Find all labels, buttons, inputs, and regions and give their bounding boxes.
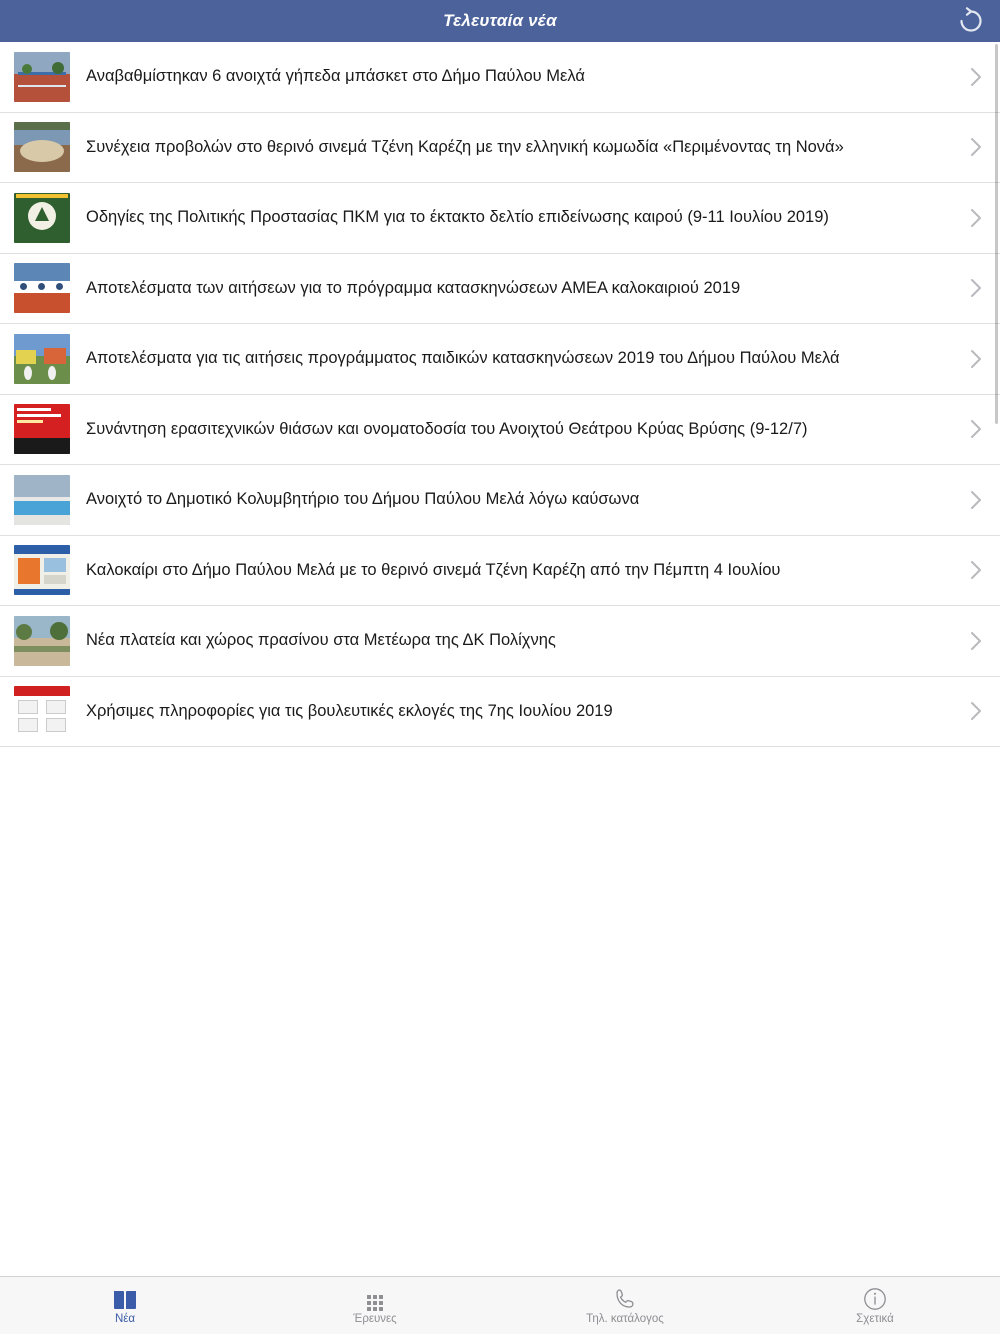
thumbnail-summer-cinema-poster bbox=[14, 545, 70, 595]
list-item[interactable] bbox=[0, 113, 1000, 184]
thumbnail-new-square bbox=[14, 616, 70, 666]
list-item-title: Συνέχεια προβολών στο θερινό σινεμά Τζένη Καρέζη με την ελληνική κωμωδία «Περιμένοντας τη Νονά» bbox=[86, 137, 844, 156]
thumbnail-theatre-poster bbox=[14, 404, 70, 454]
thumbnail-elections-poster bbox=[14, 686, 70, 736]
scrollbar[interactable] bbox=[995, 44, 998, 424]
tab-phone-directory-label: Τηλ. κατάλογος bbox=[586, 1313, 664, 1326]
empty-list-area bbox=[0, 747, 1000, 1267]
chevron-right-icon bbox=[970, 560, 982, 580]
list-item-title: Νέα πλατεία και χώρος πρασίνου στα Μετέωρα της ΔΚ Πολίχνης bbox=[86, 631, 556, 650]
chevron-right-icon bbox=[970, 278, 982, 298]
thumbnail-civil-protection-logo bbox=[14, 193, 70, 243]
list-item[interactable] bbox=[0, 324, 1000, 395]
list-item[interactable] bbox=[0, 254, 1000, 325]
chevron-right-icon bbox=[970, 631, 982, 651]
list-item[interactable] bbox=[0, 183, 1000, 254]
tab-news[interactable] bbox=[0, 1277, 250, 1334]
tab-news-label: Νέα bbox=[114, 1313, 136, 1326]
chevron-right-icon bbox=[970, 137, 982, 157]
tab-surveys[interactable] bbox=[250, 1277, 500, 1334]
chevron-right-icon bbox=[970, 67, 982, 87]
tab-about-label: Σχετικά bbox=[856, 1313, 894, 1326]
news-list[interactable] bbox=[0, 42, 1000, 1276]
thumbnail-children-camp bbox=[14, 334, 70, 384]
tab-phone-directory[interactable] bbox=[500, 1277, 750, 1334]
thumbnail-basketball-court bbox=[14, 52, 70, 102]
refresh-icon[interactable] bbox=[956, 6, 986, 36]
tab-bar bbox=[0, 1276, 1000, 1334]
list-item-title: Καλοκαίρι στο Δήμο Παύλου Μελά με το θερινό σινεμά Τζένη Καρέζη από την Πέμπτη 4 Ιουλίου bbox=[86, 560, 781, 579]
thumbnail-camp-group-photo bbox=[14, 263, 70, 313]
phone-icon bbox=[613, 1285, 637, 1311]
list-item-title: Συνάντηση ερασιτεχνικών θιάσων και ονοματοδοσία του Ανοιχτού Θεάτρου Κρύας Βρύσης (9-12/7) bbox=[86, 419, 808, 438]
info-icon bbox=[863, 1285, 887, 1311]
thumbnail-cinema-screening bbox=[14, 122, 70, 172]
list-item-title: Ανοιχτό το Δημοτικό Κολυμβητήριο του Δήμου Παύλου Μελά λόγω καύσωνα bbox=[86, 490, 640, 509]
grid-dots-icon bbox=[367, 1285, 383, 1311]
list-item[interactable] bbox=[0, 465, 1000, 536]
chevron-right-icon bbox=[970, 701, 982, 721]
list-item[interactable] bbox=[0, 606, 1000, 677]
list-item[interactable] bbox=[0, 677, 1000, 748]
list-item-title: Αναβαθμίστηκαν 6 ανοιχτά γήπεδα μπάσκετ στο Δήμο Παύλου Μελά bbox=[86, 67, 585, 86]
tab-surveys-label: Έρευνες bbox=[353, 1313, 397, 1326]
page-title: Τελευταία νέα bbox=[443, 11, 557, 30]
list-item-title: Οδηγίες της Πολιτικής Προστασίας ΠΚΜ για το έκτακτο δελτίο επιδείνωσης καιρού (9-11 Ιουλίου 2019) bbox=[86, 208, 829, 227]
chevron-right-icon bbox=[970, 490, 982, 510]
list-item-title: Αποτελέσματα των αιτήσεων για το πρόγραμμα κατασκηνώσεων ΑΜΕΑ καλοκαιριού 2019 bbox=[86, 278, 741, 297]
book-icon bbox=[112, 1285, 138, 1311]
list-item[interactable] bbox=[0, 395, 1000, 466]
list-item-title: Αποτελέσματα για τις αιτήσεις προγράμματος παιδικών κατασκηνώσεων 2019 του Δήμου Παύλου Μελά bbox=[86, 349, 840, 368]
thumbnail-swimming-pool bbox=[14, 475, 70, 525]
chevron-right-icon bbox=[970, 419, 982, 439]
chevron-right-icon bbox=[970, 208, 982, 228]
list-item[interactable] bbox=[0, 42, 1000, 113]
list-item[interactable] bbox=[0, 536, 1000, 607]
chevron-right-icon bbox=[970, 349, 982, 369]
tab-about[interactable] bbox=[750, 1277, 1000, 1334]
navigation-bar bbox=[0, 0, 1000, 42]
list-item-title: Χρήσιμες πληροφορίες για τις βουλευτικές εκλογές της 7ης Ιουλίου 2019 bbox=[86, 701, 613, 720]
